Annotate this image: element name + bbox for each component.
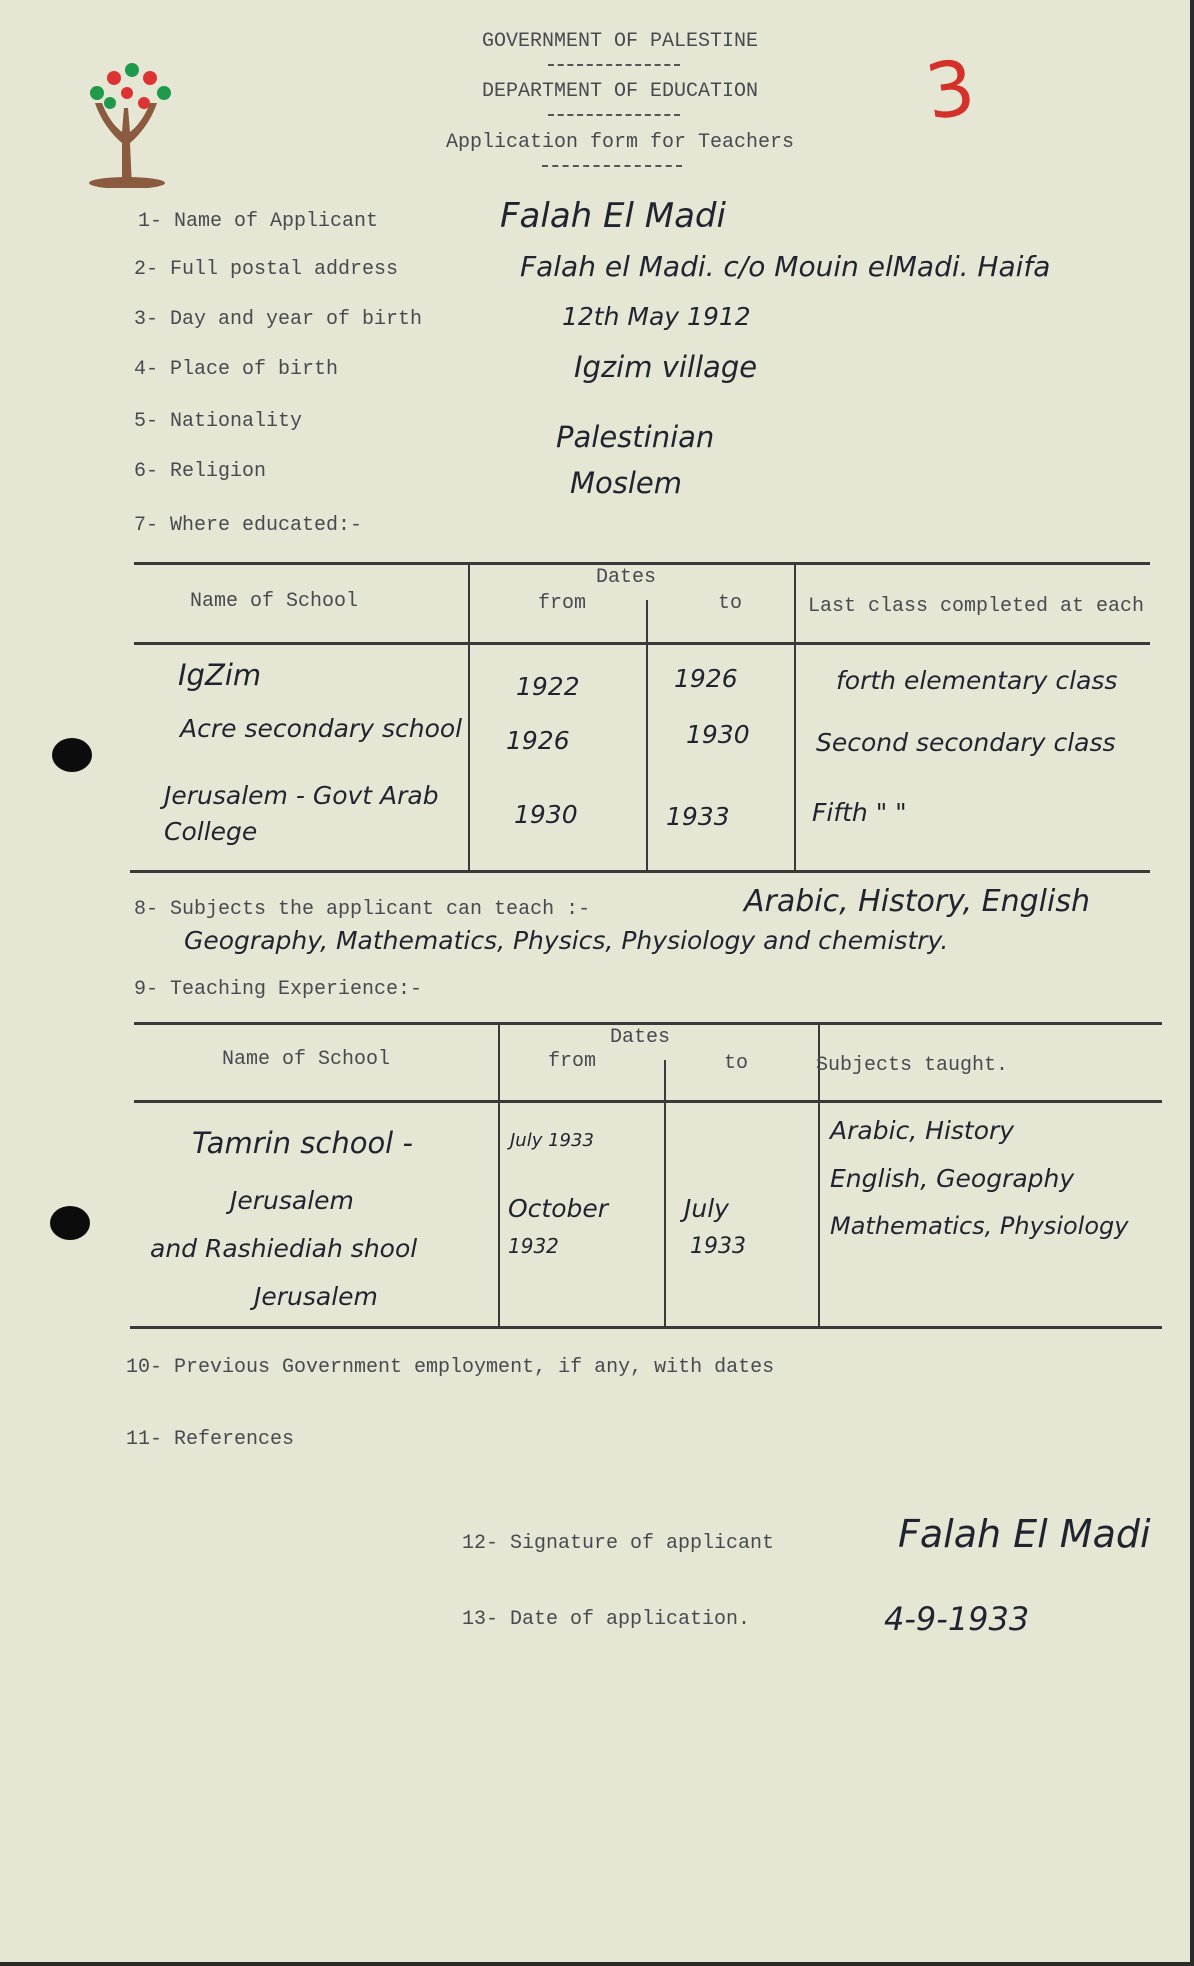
subjects-value-2: Geography, Mathematics, Physics, Physiology and chemistry. xyxy=(184,926,949,955)
punch-hole xyxy=(50,1206,90,1240)
exp-subject-line: Arabic, History xyxy=(830,1116,1015,1145)
field-birthdate-label: 3- Day and year of birth xyxy=(134,308,423,331)
edu-header-school: Name of School xyxy=(190,590,359,613)
field-address-value: Falah el Madi. c/o Mouin elMadi. Haifa xyxy=(520,250,1051,283)
edu-header-from: from xyxy=(538,592,587,615)
exp-from-line: July 1933 xyxy=(510,1130,594,1151)
exp-to-line: 1933 xyxy=(690,1234,746,1259)
application-form-page: GOVERNMENT OF PALESTINE DEPARTMENT OF EDUCATION Application form for Teachers 3 1- Name of Applicant Falah El Madi 2- Full postal address Falah el Madi. c/o Mouin elMadi. Haifa 3- Day and year of birth 12th May 1912 4- Place of birth Igzim village 5- Nationality Palestinian 6- Religion Moslem 7- Where educated:- Name of School Dates from to Last class completed at each IgZim 1922 1926 forth elementary class Acre secondary school 1926 1930 Second secondary class Jerusalem - Govt Arab College 1930 1933 Fifth " " 8- Subjects the applicant can teach :- Arabic, History, English Geography, Mathematics, Physics, Physiology and chemistry. 9- Teaching Experience:- Name of School Dates from to Subjects taught. Tamrin school - Jerusalem and Rashiediah shool Jerusalem July 1933 October 1932 July 1933 Arabic, History English, Geography Mathematics, Physiology 10- Previous Government employment, if any, with dates 11- References 12- Signature of applicant Falah El Madi 13- Date of application. 4-9-1933 xyxy=(0,0,1190,1962)
edu-header-to: to xyxy=(718,592,743,615)
field-name-value: Falah El Madi xyxy=(500,196,726,236)
punch-hole xyxy=(52,738,92,772)
exp-header-school: Name of School xyxy=(222,1048,391,1071)
header-dash-3 xyxy=(542,165,682,167)
field-nationality-label: 5- Nationality xyxy=(134,410,303,433)
exp-header-from: from xyxy=(548,1050,597,1073)
exp-header-to: to xyxy=(724,1052,749,1075)
applicant-signature: Falah El Madi xyxy=(898,1512,1151,1556)
signature-label: 12- Signature of applicant xyxy=(462,1532,775,1555)
field-birthplace-value: Igzim village xyxy=(574,350,758,384)
exp-school-line: Tamrin school - xyxy=(192,1126,413,1160)
tree-logo-icon xyxy=(72,48,182,188)
subjects-value-1: Arabic, History, English xyxy=(744,884,1090,919)
exp-subject-line: Mathematics, Physiology xyxy=(830,1212,1129,1240)
field-birthdate-value: 12th May 1912 xyxy=(562,302,751,331)
exp-school-line: Jerusalem xyxy=(254,1282,378,1311)
exp-header-dates: Dates xyxy=(610,1026,671,1049)
page-number-mark: 3 xyxy=(920,42,981,137)
exp-header-subjects: Subjects taught. xyxy=(816,1054,1009,1077)
header-dash-2 xyxy=(548,114,680,116)
application-date-label: 13- Date of application. xyxy=(462,1608,751,1631)
field-religion-value: Moslem xyxy=(570,466,683,500)
edu-header-last-class: Last class completed at each xyxy=(807,595,1145,618)
exp-school-line: and Rashiediah shool xyxy=(150,1234,418,1263)
exp-school-line: Jerusalem xyxy=(230,1186,354,1215)
previous-employment-label: 10- Previous Government employment, if any, with dates xyxy=(126,1356,775,1379)
field-birthplace-label: 4- Place of birth xyxy=(134,358,339,381)
references-label: 11- References xyxy=(126,1428,295,1451)
exp-subject-line: English, Geography xyxy=(830,1164,1075,1193)
header-government: GOVERNMENT OF PALESTINE xyxy=(481,30,759,53)
subjects-label: 8- Subjects the applicant can teach :- xyxy=(134,898,591,921)
experience-label: 9- Teaching Experience:- xyxy=(134,978,423,1001)
field-nationality-value: Palestinian xyxy=(556,420,715,454)
header-form-title: Application form for Teachers xyxy=(445,131,795,154)
field-address-label: 2- Full postal address xyxy=(134,258,399,281)
header-dash-1 xyxy=(548,64,680,66)
header-department: DEPARTMENT OF EDUCATION xyxy=(481,80,759,103)
field-religion-label: 6- Religion xyxy=(134,460,267,483)
exp-from-line: October xyxy=(508,1194,609,1223)
exp-from-line: 1932 xyxy=(508,1234,559,1258)
application-date-value: 4-9-1933 xyxy=(884,1600,1030,1638)
field-name-label: 1- Name of Applicant xyxy=(138,210,379,233)
exp-to-line: July xyxy=(684,1194,729,1223)
field-education-label: 7- Where educated:- xyxy=(134,514,363,537)
edu-header-dates: Dates xyxy=(596,566,657,589)
